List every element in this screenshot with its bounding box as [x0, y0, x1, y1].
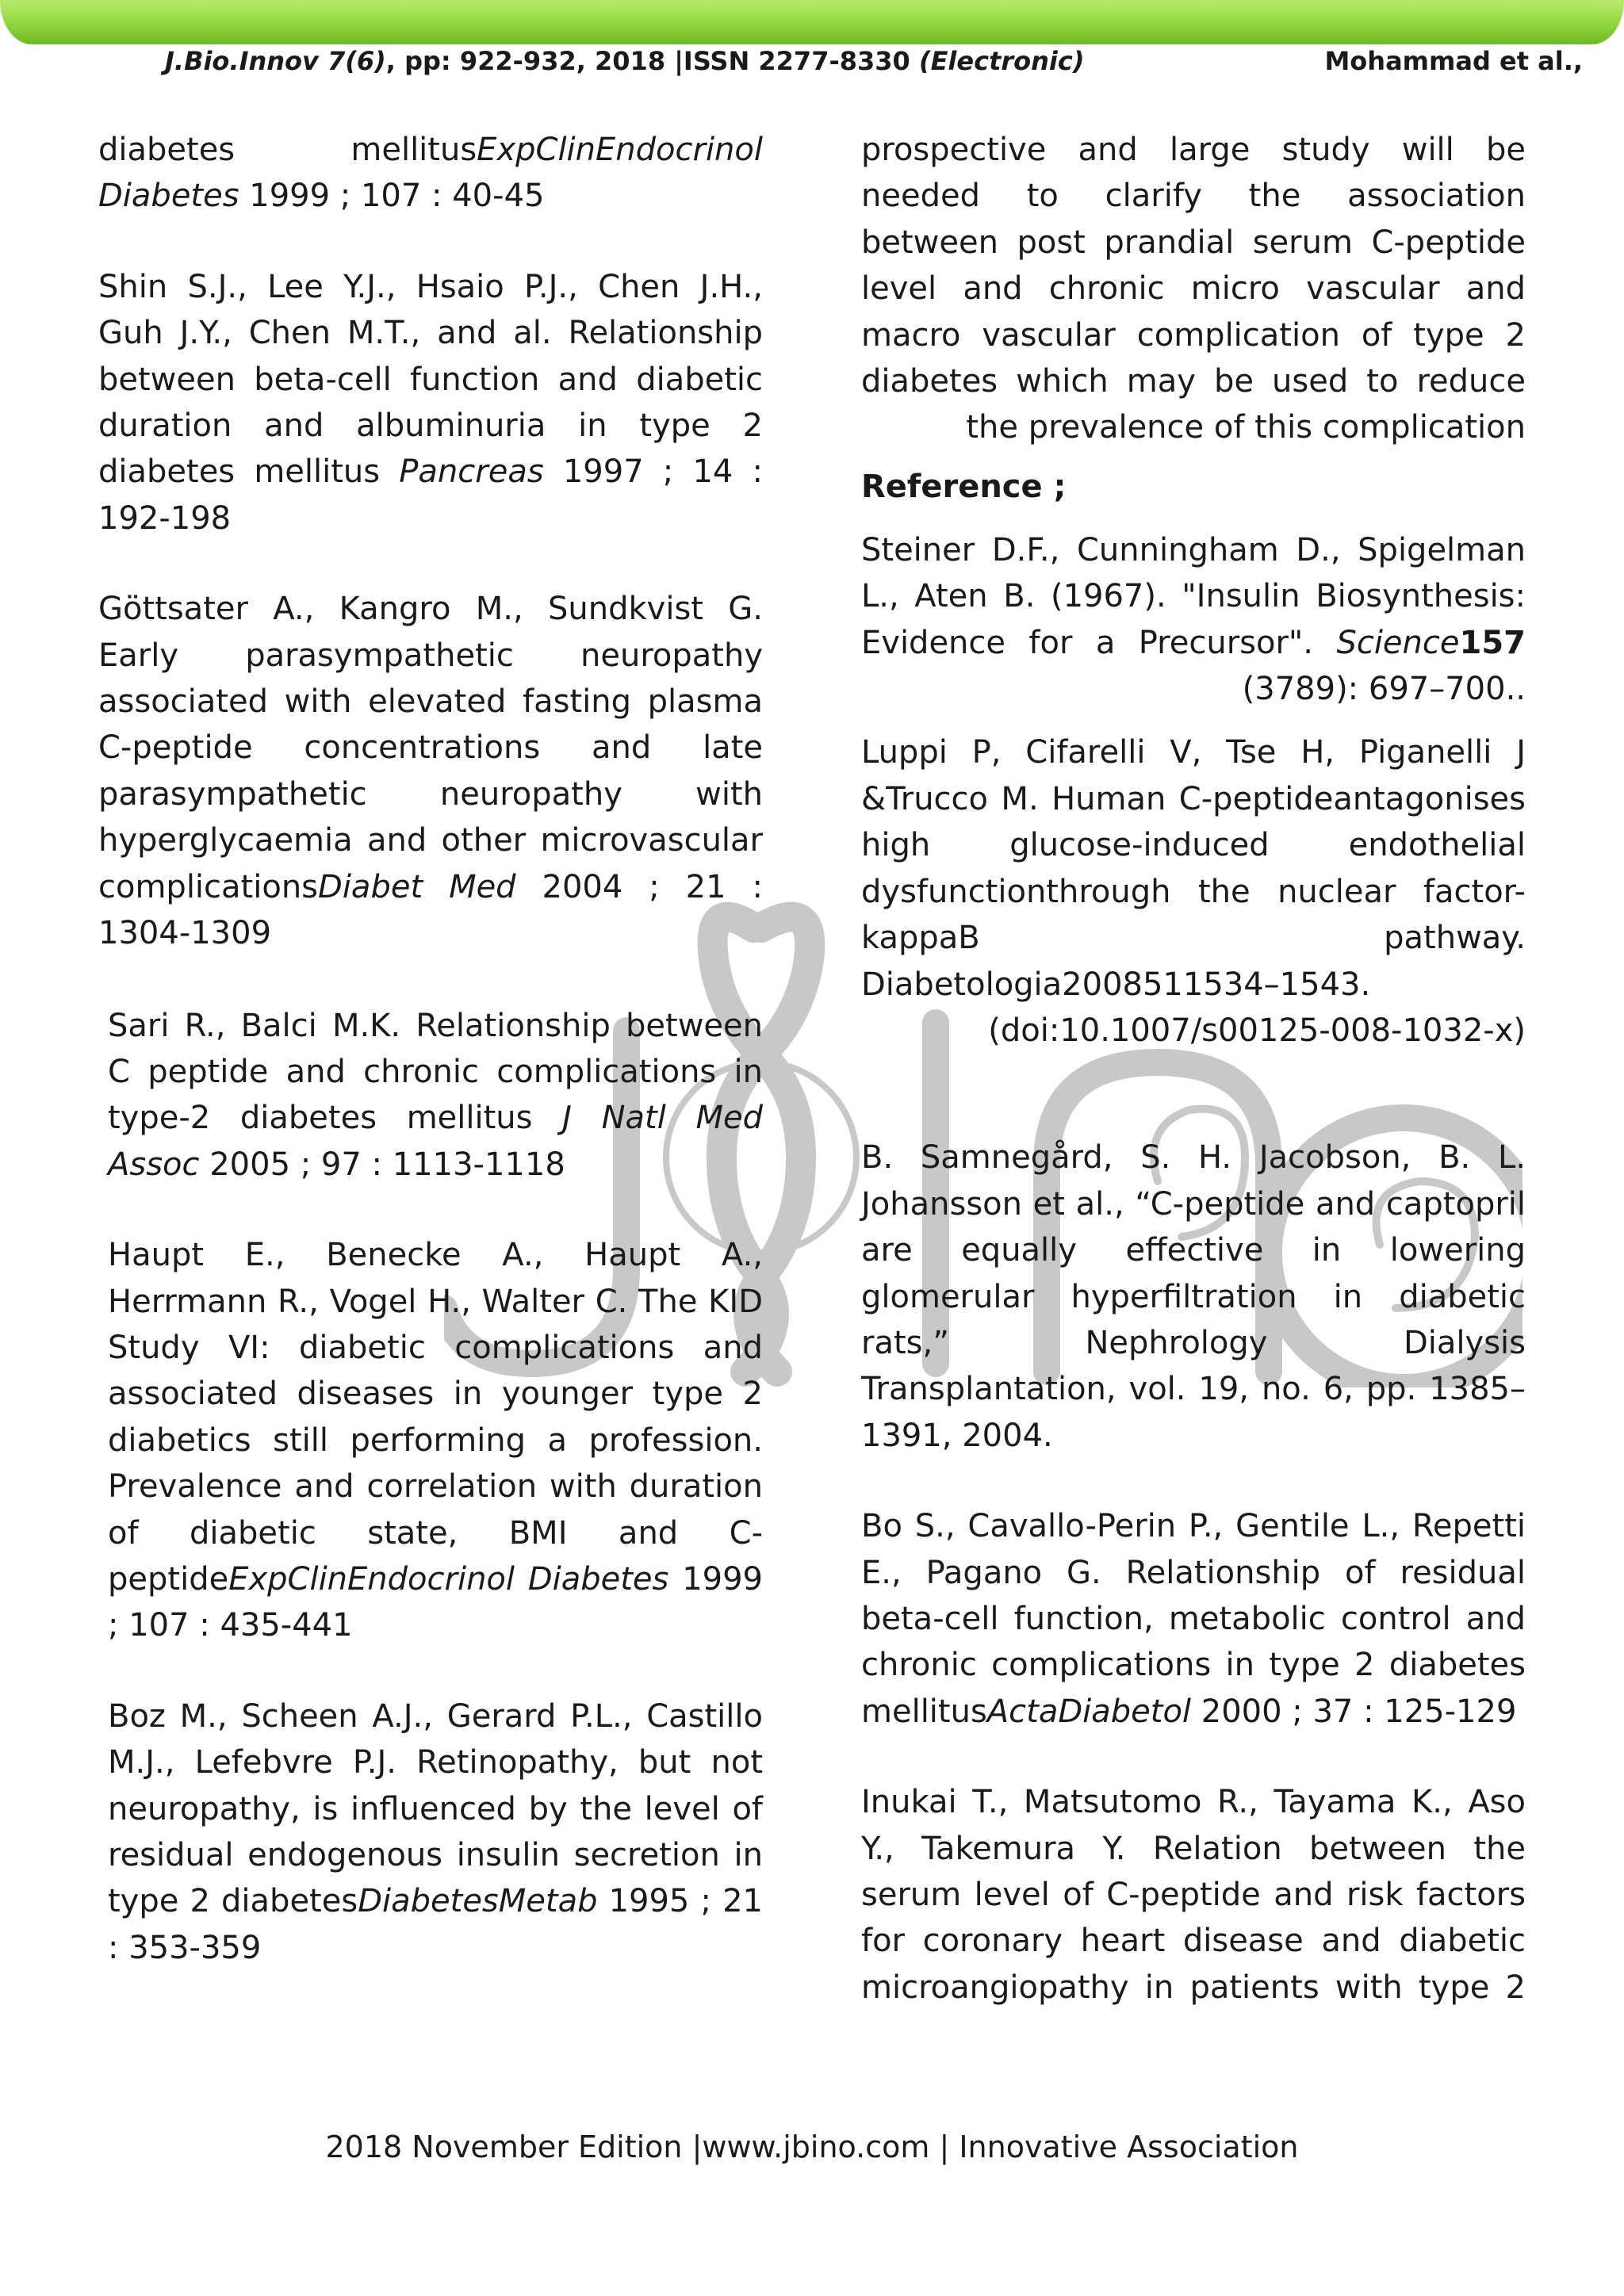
reference-text: 1995 ; 21 : 353-359: [108, 1883, 763, 1966]
journal-citation: [165, 46, 1084, 76]
journal-title: ActaDiabetol: [986, 1693, 1192, 1730]
running-head-authors: Mohammad et al.,: [1324, 46, 1583, 76]
reference-text: Göttsater A., Kangro M., Sundkvist G. Early parasympathetic neuropathy associated with elevated fasting plasma C-peptide concentrations and late parasympathetic neuropathy with hyperglycaemia and other microvascular complications: [98, 591, 763, 905]
reference-text: Sari R., Balci M.K. Relationship between C peptide and chronic complications in type-2 diabetes mellitus: [108, 1007, 763, 1137]
journal-edition: (Electronic): [918, 46, 1085, 76]
reference-entry: [861, 527, 1526, 713]
reference-entry: [861, 1779, 1526, 2011]
header-green-bar: [0, 0, 1624, 44]
reference-text: 2005 ; 97 : 1113-1118: [199, 1146, 565, 1183]
reference-text: B. Samnegård, S. H. Jacobson, B. L. Johansson et al., “C-peptide and captopril are equally effective in lowering glomerular hyperfiltration in diabetic rats,” Nephrology Dialysis Transplantation, vol. 19, no. 6, pp. 1385–1391, 2004.: [861, 1139, 1526, 1454]
reference-entry: [861, 1135, 1526, 1459]
reference-entry: [98, 127, 763, 220]
reference-text: 1999 ; 107 : 435-441: [108, 1560, 764, 1644]
reference-text: 1997 ; 14 : 192-198: [98, 453, 763, 537]
reference-entry: [108, 1232, 763, 1649]
page-footer: 2018 November Edition |www.jbino.com | Innovative Association: [325, 2130, 1299, 2164]
reference-text: 2004 ; 21 : 1304-1309: [98, 868, 763, 952]
reference-text: diabetes mellitus: [98, 132, 477, 168]
reference-entry: [108, 1003, 763, 1188]
right-column: [861, 127, 1526, 2011]
reference-entry: [861, 729, 1526, 1054]
journal-title: DiabetesMetab: [358, 1883, 598, 1920]
reference-text: 2000 ; 37 : 125-129: [1191, 1693, 1517, 1730]
reference-text: 1999 ; 107 : 40-45: [239, 178, 545, 215]
journal-title: Pancreas: [399, 453, 544, 491]
reference-entry: [98, 586, 763, 956]
left-column: [98, 127, 763, 1971]
reference-text: Haupt E., Benecke A., Haupt A., Herrmann R., Vogel H., Walter C. The KID Study VI: diabetic complications and associated diseases in younger type 2 diabetics still performing a profession. Prevalence and correlation with duration of diabetic state, BMI and C-peptide: [108, 1237, 763, 1598]
reference-text: Shin S.J., Lee Y.J., Hsaio P.J., Chen J.H., Guh J.Y., Chen M.T., and al. Relationship between beta-cell function and diabetic duration and albuminuria in type 2 diabetes mellitus: [98, 268, 763, 491]
journal-title: J Natl Med Assoc: [108, 1100, 764, 1183]
journal-title: Science: [1336, 624, 1460, 661]
journal-name: J.Bio.Innov 7(6): [165, 46, 386, 76]
reference-text: Luppi P, Cifarelli V, Tse H, Piganelli J &Trucco M. Human C-peptideantagonises high glucose-induced endothelial dysfunctionthrough the nuclear factor-kappaB pathway. Diabetologia2008511534–1543. (doi:10.1007/s00125-008-1032-x): [861, 734, 1526, 1049]
conclusion-paragraph: prospective and large study will be needed to clarify the association between post prandial serum C-peptide level and chronic micro vascular and macro vascular complication of type 2 diabetes which may be used to reduce the prevalence of this complication: [861, 132, 1526, 446]
reference-text: 157: [1459, 624, 1526, 661]
journal-title: ExpClinEndocrinol Diabetes: [228, 1560, 669, 1598]
reference-entry: [108, 1693, 763, 1971]
journal-title: Diabet Med: [318, 868, 516, 905]
reference-entry: [98, 264, 763, 541]
reference-text: Bo S., Cavallo-Perin P., Gentile L., Repetti E., Pagano G. Relationship of residual beta-cell function, metabolic control and chronic complications in type 2 diabetes mellitus: [861, 1508, 1526, 1730]
reference-text: Boz M., Scheen A.J., Gerard P.L., Castillo M.J., Lefebvre P.J. Retinopathy, but not neuropathy, is influenced by the level of residual endogenous insulin secretion in type 2 diabetes: [108, 1697, 763, 1920]
reference-text: Steiner D.F., Cunningham D., Spigelman L., Aten B. (1967). "Insulin Biosynthesis: Evidence for a Precursor".: [861, 531, 1526, 661]
reference-entry: [861, 1503, 1526, 1735]
reference-text: Inukai T., Matsutomo R., Tayama K., Aso Y., Takemura Y. Relation between the serum level of C-peptide and risk factors for coronary heart disease and diabetic microangiopathy in patients with type 2: [861, 1784, 1526, 2006]
reference-text: (3789): 697–700..: [1242, 671, 1526, 708]
reference-heading: Reference ;: [861, 468, 1067, 505]
journal-pages-issn: , pp: 922-932, 2018 |ISSN 2277-8330: [385, 46, 919, 76]
journal-title: ExpClinEndocrinol Diabetes: [98, 132, 763, 215]
